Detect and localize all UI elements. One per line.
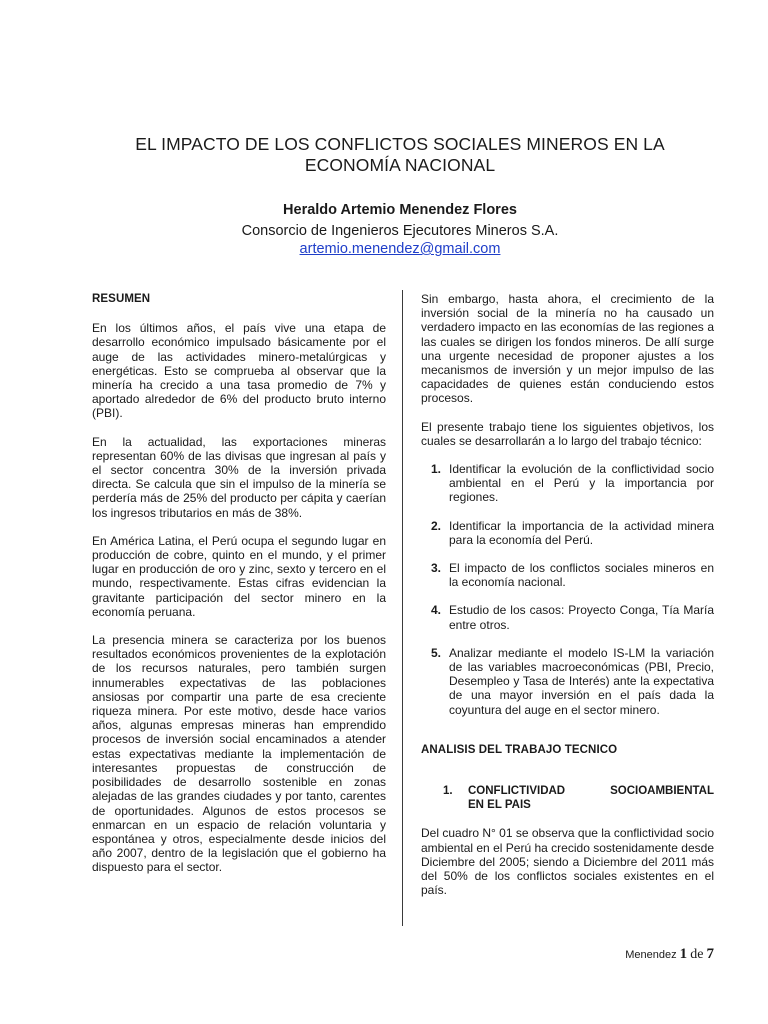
page-total: 7 — [706, 946, 714, 962]
paper-title — [80, 134, 720, 176]
author-email-link[interactable]: artemio.menendez@gmail.com — [299, 241, 501, 257]
objective-text: Analizar mediante el modelo IS-LM la variación de las variables macroeconómicas (PBI, Precio, Desempleo y Tasa de Interés) ante la expectativa de una mayor inversión en el país dada la coyuntura del auge en el sector minero. — [449, 645, 714, 717]
footer-author: Menendez — [625, 949, 677, 961]
objective-text: Identificar la importancia de la actividad minera para la economía del Perú. — [449, 518, 714, 547]
subsection-title-line-1 — [468, 784, 714, 798]
objective-item — [421, 646, 714, 717]
objective-number: 5. — [431, 645, 442, 660]
abstract-paragraph: En la actualidad, las exportaciones mineras representan 60% de las divisas que ingresan al país y el sector concentra 30% de la inversión privada directa. Se calcula que sin el impulso de la minería se perdería más de 25% del producto per cápita y caerían los ingresos tributarios en más de 38%. — [92, 434, 386, 520]
body-paragraph: El presente trabajo tiene los siguientes objetivos, los cuales se desarrollarán a lo largo del trabajo técnico: — [421, 419, 714, 448]
subsection-word: SOCIOAMBIENTAL — [610, 785, 714, 798]
objective-text: Identificar la evolución de la conflictividad socio ambiental en el Perú y la importancia por regiones. — [449, 462, 714, 505]
abstract-paragraph: En los últimos años, el país vive una etapa de desarrollo económico impulsado básicamente por el auge de las actividades minero-metalúrgicas y energéticas. Esto se comprueba al observar que la minería ha crecido a una tasa promedio de 7% y aportado alrededor de 6% del producto bruto interno (PBI). — [92, 321, 386, 421]
objective-number: 2. — [431, 518, 442, 533]
paper-header — [80, 134, 720, 258]
abstract-paragraph: La presencia minera se caracteriza por los buenos resultados económicos provenientes de la explotación de los recursos naturales, pero también surgen innumerables expectativas de las poblaciones ansiosas por compartir una parte de esa creciente riqueza minera. Por este motivo, desde hace varios años, algunas empresas mineras han emprendido procesos de inversión social encaminados a atender estas expectativas mediante la implementación de interesantes propuestas de construcción de posibilidades de desarrollo sostenible en zonas alejadas de las grandes ciudades y por tanto, carentes de oportunidades. Algunos de estos procesos se enmarcan en un espacio de relación voluntaria y espontánea y otros, especialmente desde inicios del año 2007, dentro de la legislación que el gobierno ha dispuesto para el sector. — [92, 633, 386, 875]
author-name: Heraldo Artemio Menendez Flores — [283, 202, 517, 218]
objective-number: 3. — [431, 561, 442, 576]
author-affiliation: Consorcio de Ingenieros Ejecutores Mineros S.A. — [241, 223, 559, 239]
abstract-paragraph: En América Latina, el Perú ocupa el segundo lugar en producción de cobre, quinto en el mundo, y el primer lugar en producción de oro y zinc, sexto y tercero en el mundo, respectivamente. Estas cifras evidencian la gravitante participación del sector minero en la economía peruana. — [92, 533, 386, 619]
objective-item — [421, 561, 714, 589]
section-heading: ANALISIS DEL TRABAJO TECNICO — [421, 743, 618, 756]
left-column — [92, 292, 386, 889]
objective-text: El impacto de los conflictos sociales mineros en la economía nacional. — [449, 561, 714, 590]
subsection-heading — [421, 784, 714, 812]
subsection-number: 1. — [443, 785, 453, 798]
right-column — [421, 292, 714, 912]
page-number: 1 — [679, 946, 688, 962]
column-divider — [402, 290, 403, 926]
footer-of: de — [690, 947, 704, 962]
objective-item — [421, 519, 714, 547]
objective-text: Estudio de los casos: Proyecto Conga, Tía María entre otros. — [449, 603, 714, 632]
abstract-heading: RESUMEN — [92, 293, 151, 305]
title-line-1: EL IMPACTO DE LOS CONFLICTOS SOCIALES MINEROS EN LA — [135, 134, 665, 154]
body-paragraph: Del cuadro N° 01 se observa que la conflictividad socio ambiental en el Perú ha crecido sostenidamente desde Diciembre del 2005; siendo a Diciembre del 2011 más del 50% de los conflictos sociales existentes en el país. — [421, 826, 714, 898]
objectives-list — [421, 462, 714, 717]
objective-number: 1. — [431, 462, 442, 477]
body-paragraph: Sin embargo, hasta ahora, el crecimiento de la inversión social de la minería no ha causado un verdadero impacto en las economías de las regiones a las cuales se dirigen los fondos mineros. De allí surge una urgente necesidad de proponer ajustes a los mecanismos de inversión y un mejor impulso de las capacidades de quienes están conduciendo estos procesos. — [421, 292, 714, 406]
objective-item — [421, 603, 714, 631]
page-footer — [625, 946, 714, 963]
subsection-title-line-2: EN EL PAIS — [468, 799, 531, 812]
objective-number: 4. — [431, 603, 442, 618]
objective-item — [421, 462, 714, 505]
subsection-word: CONFLICTIVIDAD — [468, 785, 566, 798]
title-line-2: ECONOMÍA NACIONAL — [304, 155, 496, 175]
